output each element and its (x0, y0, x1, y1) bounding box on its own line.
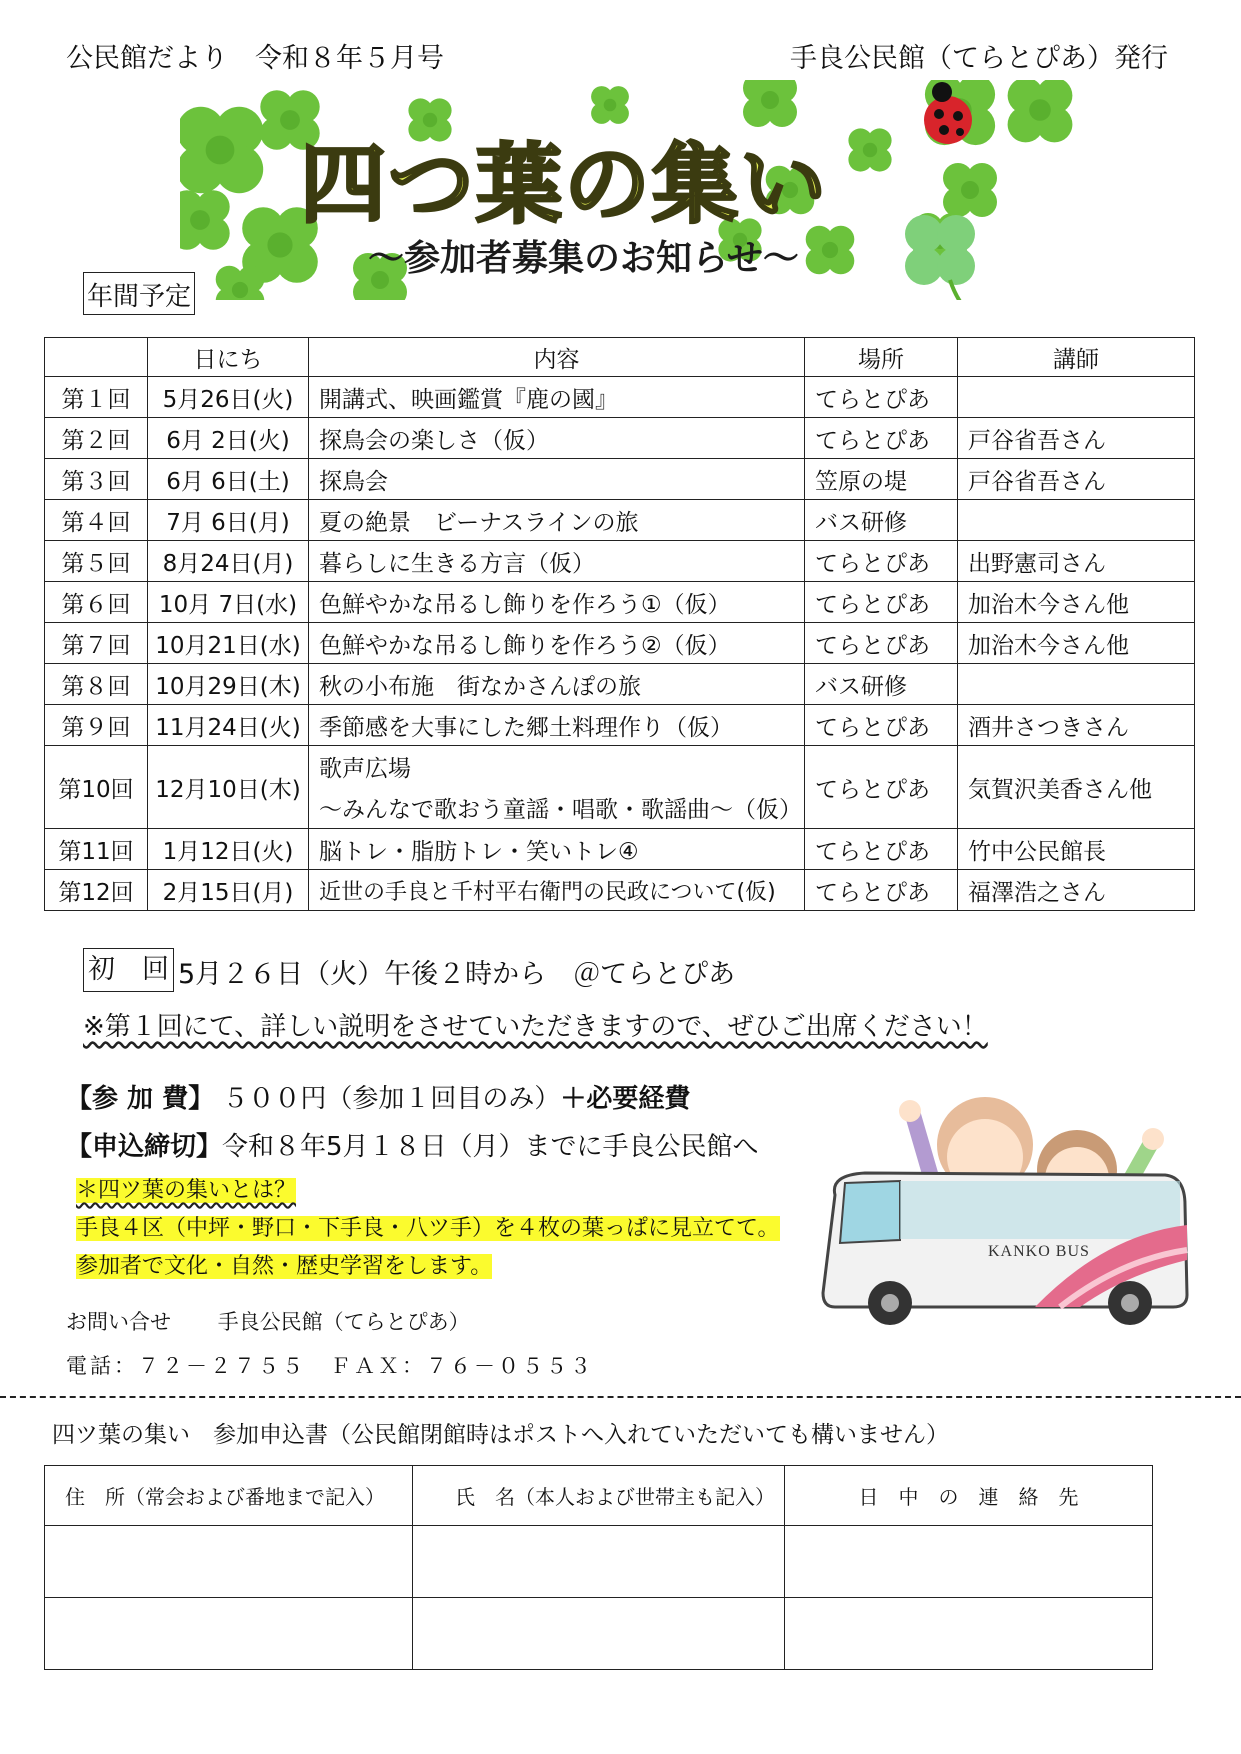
session-place: てらとぴあ (805, 705, 958, 746)
fee-label: 【参 加 費】 (66, 1084, 215, 1114)
session-date: 12月10日(木) (148, 746, 309, 829)
table-row (45, 705, 1195, 746)
session-number: 第７回 (45, 623, 148, 664)
session-content: 色鮮やかな吊るし飾りを作ろう②（仮） (309, 623, 805, 664)
fee-line (66, 1078, 690, 1115)
session-lecturer: 加治木今さん他 (958, 582, 1195, 623)
session-lecturer (958, 377, 1195, 418)
session-lecturer: 気賀沢美香さん他 (958, 746, 1195, 829)
session-content: 近世の手良と千村平右衛門の民政について(仮) (309, 870, 805, 911)
table-row (45, 541, 1195, 582)
first-session-info: 5月２６日（火）午後２時から ＠てらとぴあ (178, 959, 736, 990)
banner-subtitle: ～参加者募集のお知らせ～ (368, 238, 799, 279)
session-place: バス研修 (805, 664, 958, 705)
session-date: 10月29日(木) (148, 664, 309, 705)
session-number: 第３回 (45, 459, 148, 500)
title-banner (180, 80, 1110, 300)
fee-extra: ＋必要経費 (560, 1084, 691, 1114)
session-date: 6月 2日(火) (148, 418, 309, 459)
session-lecturer: 出野憲司さん (958, 541, 1195, 582)
fee-amount: ５００円（参加１回目のみ） (222, 1084, 561, 1114)
session-date: 10月21日(水) (148, 623, 309, 664)
session-lecturer: 竹中公民館長 (958, 829, 1195, 870)
session-number: 第４回 (45, 500, 148, 541)
contact-line (66, 1306, 470, 1336)
table-row (45, 500, 1195, 541)
session-content: 秋の小布施 街なかさんぽの旅 (309, 664, 805, 705)
table-row (45, 418, 1195, 459)
deadline-label: 【申込締切】 (66, 1132, 223, 1162)
application-form-title: 四ツ葉の集い 参加申込書（公民館閉館時はポストへ入れていただいても構いません） (52, 1422, 949, 1448)
address-field[interactable] (45, 1598, 413, 1670)
session-date: 6月 6日(土) (148, 459, 309, 500)
session-place: てらとぴあ (805, 746, 958, 829)
session-number: 第10回 (45, 746, 148, 829)
session-content: 脳トレ・脂肪トレ・笑いトレ④ (309, 829, 805, 870)
schedule-header-row (45, 338, 1195, 377)
name-field[interactable] (413, 1598, 785, 1670)
session-lecturer (958, 500, 1195, 541)
form-entry-row (45, 1526, 1153, 1598)
session-lecturer: 加治木今さん他 (958, 623, 1195, 664)
session-number: 第１回 (45, 377, 148, 418)
session-date: 11月24日(火) (148, 705, 309, 746)
session-number: 第８回 (45, 664, 148, 705)
column-header-content: 内容 (309, 338, 805, 377)
form-header-address: 住 所（常会および番地まで記入） (45, 1466, 413, 1526)
form-entry-row (45, 1598, 1153, 1670)
name-field[interactable] (413, 1526, 785, 1598)
session-place: てらとぴあ (805, 541, 958, 582)
bus-label: KANKO BUS (988, 1243, 1090, 1260)
contact-phone: 電話：７２－２７５５ ＦＡＸ：７６－０５５３ (66, 1354, 594, 1378)
first-session-label: 初 回 (83, 948, 174, 992)
session-lecturer: 戸谷省吾さん (958, 418, 1195, 459)
session-number: 第２回 (45, 418, 148, 459)
contact-label: お問い合せ (66, 1310, 171, 1334)
table-row (45, 459, 1195, 500)
session-place: てらとぴあ (805, 623, 958, 664)
deadline-line (66, 1126, 759, 1163)
session-place: てらとぴあ (805, 870, 958, 911)
session-content-line2: ～みんなで歌おう童謡・唱歌・歌謡曲～（仮） (319, 797, 802, 823)
session-lecturer: 福澤浩之さん (958, 870, 1195, 911)
contact-field[interactable] (785, 1526, 1153, 1598)
session-content: 色鮮やかな吊るし飾りを作ろう①（仮） (309, 582, 805, 623)
table-row (45, 746, 1195, 829)
session-number: 第12回 (45, 870, 148, 911)
schedule-table (44, 337, 1195, 911)
session-number: 第５回 (45, 541, 148, 582)
session-lecturer: 戸谷省吾さん (958, 459, 1195, 500)
about-line2: 参加者で文化・自然・歴史学習をします。 (76, 1254, 493, 1279)
session-content: 探鳥会の楽しさ（仮） (309, 418, 805, 459)
session-lecturer (958, 664, 1195, 705)
session-content: 探鳥会 (309, 459, 805, 500)
session-content (309, 746, 805, 829)
session-date: 10月 7日(水) (148, 582, 309, 623)
form-header-row (45, 1466, 1153, 1526)
session-place: 笠原の堤 (805, 459, 958, 500)
session-number: 第９回 (45, 705, 148, 746)
session-content: 暮らしに生きる方言（仮） (309, 541, 805, 582)
contact-name: 手良公民館（てらとぴあ） (217, 1310, 470, 1334)
session-content-line1: 歌声広場 (319, 756, 411, 782)
session-place: てらとぴあ (805, 418, 958, 459)
table-row (45, 582, 1195, 623)
session-content: 夏の絶景 ビーナスラインの旅 (309, 500, 805, 541)
deadline-text: 令和８年5月１８日（月）までに手良公民館へ (222, 1132, 759, 1162)
banner-title: 四つ葉の集い (300, 135, 828, 235)
session-date: 8月24日(月) (148, 541, 309, 582)
column-header-date: 日にち (148, 338, 309, 377)
column-header-lecturer: 講師 (958, 338, 1195, 377)
session-place: てらとぴあ (805, 829, 958, 870)
session-date: 1月12日(火) (148, 829, 309, 870)
application-form-table (44, 1465, 1153, 1670)
about-section (76, 1172, 780, 1286)
first-session-note: ※第１回にて、詳しい説明をさせていただきますので、ぜひご出席ください！ (83, 1012, 988, 1042)
session-number: 第11回 (45, 829, 148, 870)
bus-icon (805, 1075, 1195, 1325)
bus-illustration (805, 1075, 1195, 1325)
table-row (45, 623, 1195, 664)
session-lecturer: 酒井さつきさん (958, 705, 1195, 746)
form-header-name: 氏 名（本人および世帯主も記入） (413, 1466, 785, 1526)
table-row (45, 829, 1195, 870)
session-date: 5月26日(火) (148, 377, 309, 418)
column-header-no (45, 338, 148, 377)
form-header-contact: 日 中 の 連 絡 先 (785, 1466, 1153, 1526)
contact-field[interactable] (785, 1598, 1153, 1670)
table-row (45, 664, 1195, 705)
newsletter-issue: 公民館だより 令和８年５月号 (66, 43, 444, 74)
column-header-place: 場所 (805, 338, 958, 377)
about-heading: ＊四ツ葉の集いとは？ (76, 1178, 297, 1203)
publisher: 手良公民館（てらとぴあ）発行 (790, 43, 1168, 74)
address-field[interactable] (45, 1526, 413, 1598)
session-date: 2月15日(月) (148, 870, 309, 911)
cut-line-divider (0, 1396, 1241, 1398)
session-place: バス研修 (805, 500, 958, 541)
session-place: てらとぴあ (805, 582, 958, 623)
session-place: てらとぴあ (805, 377, 958, 418)
session-number: 第６回 (45, 582, 148, 623)
about-line1: 手良４区（中坪・野口・下手良・八ツ手）を４枚の葉っぱに見立てて。 (76, 1216, 780, 1241)
session-content: 開講式、映画鑑賞『鹿の國』 (309, 377, 805, 418)
schedule-label: 年間予定 (83, 272, 195, 315)
session-date: 7月 6日(月) (148, 500, 309, 541)
table-row (45, 377, 1195, 418)
session-content: 季節感を大事にした郷土料理作り（仮） (309, 705, 805, 746)
table-row (45, 870, 1195, 911)
